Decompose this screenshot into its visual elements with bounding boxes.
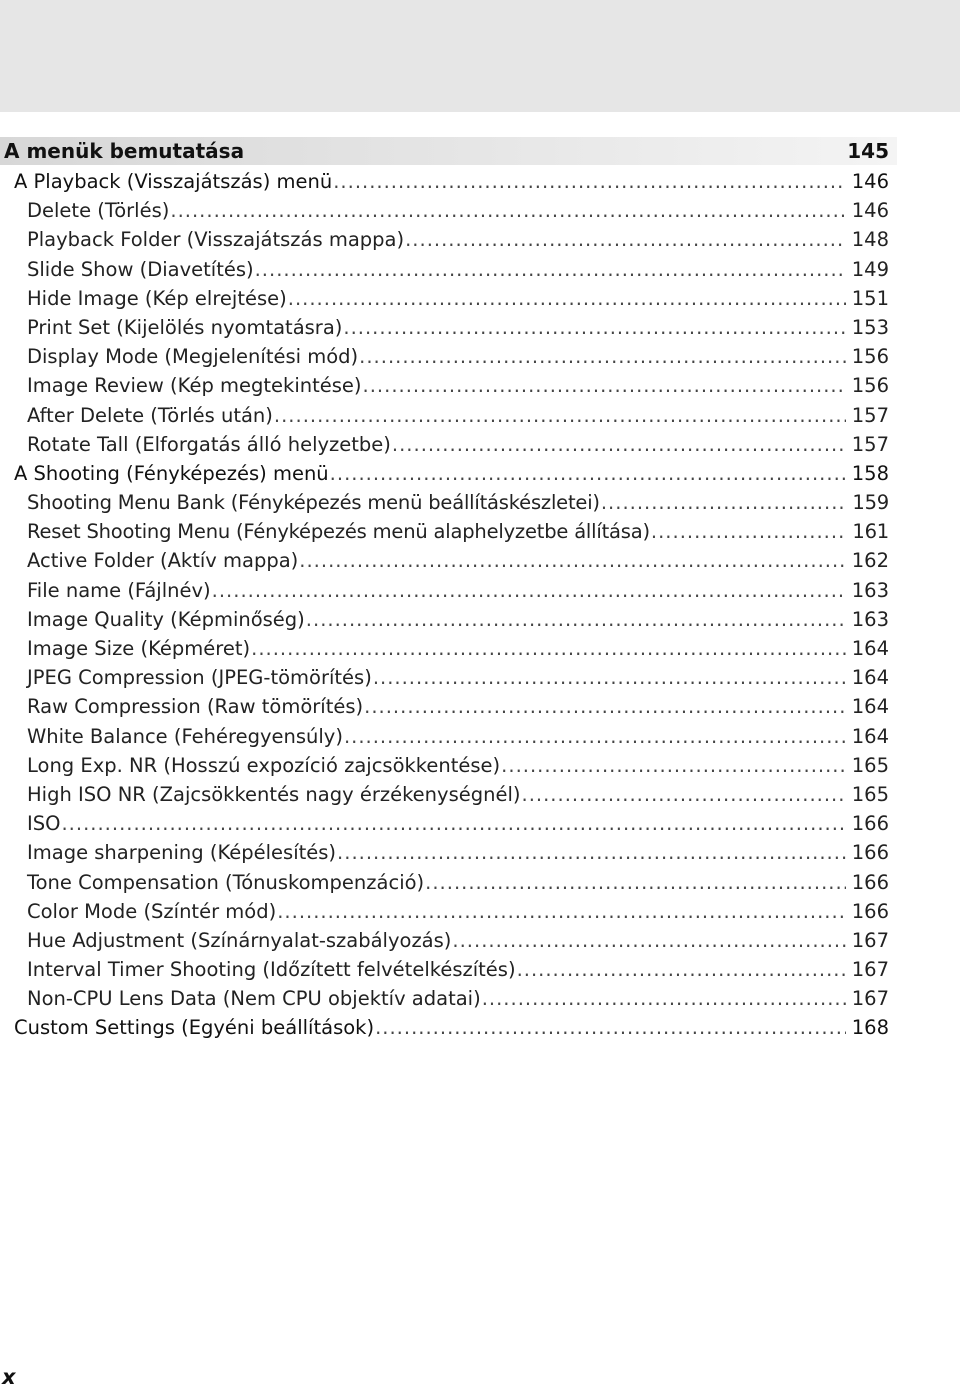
dot-leader xyxy=(337,838,846,867)
dot-leader xyxy=(501,751,846,780)
toc-entry-heading xyxy=(0,459,897,488)
toc-entry-page-number: 146 xyxy=(851,170,889,193)
toc-entry-page-number: 156 xyxy=(851,345,889,369)
dot-leader xyxy=(452,926,845,955)
toc-entry-heading xyxy=(0,1013,897,1042)
dot-leader xyxy=(277,897,846,926)
toc-entry-page-number: 168 xyxy=(851,1016,889,1040)
dot-leader xyxy=(61,809,845,838)
toc-entry xyxy=(0,517,897,546)
dot-leader xyxy=(425,868,846,897)
toc-entry xyxy=(0,313,897,342)
toc-entry xyxy=(0,401,897,430)
dot-leader xyxy=(299,546,845,575)
toc-entry-title: Display Mode (Megjelenítési mód) xyxy=(27,345,359,369)
toc-entry xyxy=(0,897,897,926)
toc-entry xyxy=(0,955,897,984)
toc-entry-title: Playback Folder (Visszajátszás mappa) xyxy=(27,228,405,252)
toc-entry xyxy=(0,225,897,254)
toc-entry xyxy=(0,722,897,751)
toc-entry-page-number: 163 xyxy=(851,607,889,631)
toc-entry-page-number: 167 xyxy=(851,928,889,952)
toc-entry-title: Delete (Törlés) xyxy=(27,199,170,223)
toc-entry xyxy=(0,780,897,809)
toc-entry-page-number: 164 xyxy=(851,724,889,748)
toc-entry-page-number: 159 xyxy=(852,491,889,515)
toc-entry-title: Print Set (Kijelölés nyomtatásra) xyxy=(27,315,343,339)
toc-entry-title: Long Exp. NR (Hosszú expozíció zajcsökkentése) xyxy=(27,753,501,777)
toc-entry-page-number: 164 xyxy=(851,637,889,660)
section-title: A menük bemutatása xyxy=(4,139,245,163)
toc-entry xyxy=(0,838,897,867)
dot-leader xyxy=(392,430,846,459)
dot-leader xyxy=(405,225,846,254)
dot-leader xyxy=(330,459,846,488)
toc-entry xyxy=(0,663,897,692)
dot-leader xyxy=(288,284,846,313)
toc-entry xyxy=(0,984,897,1013)
toc-entry xyxy=(0,430,897,459)
toc-entry-title: Shooting Menu Bank (Fényképezés menü beállításkészletei) xyxy=(27,491,600,515)
toc-entry-page-number: 166 xyxy=(851,870,889,894)
toc-entry xyxy=(0,488,897,517)
toc-entry-title: Hue Adjustment (Színárnyalat-szabályozás) xyxy=(27,928,452,952)
toc-entry-title: Reset Shooting Menu (Fényképezés menü alaphelyzetbe állítása) xyxy=(27,520,650,544)
toc-entry xyxy=(0,692,897,721)
toc-entry-title: Image sharpening (Képélesítés) xyxy=(27,841,337,865)
toc-entry xyxy=(0,371,897,400)
toc-entry-title: Image Review (Kép megtekintése) xyxy=(27,374,362,398)
toc-entry-title: Slide Show (Diavetítés) xyxy=(27,257,254,281)
dot-leader xyxy=(344,722,846,751)
toc-entry-page-number: 153 xyxy=(851,315,889,339)
dot-leader xyxy=(373,663,846,692)
toc-entry-title: High ISO NR (Zajcsökkentés nagy érzékenységnél) xyxy=(27,782,521,806)
toc-entry-title: White Balance (Fehéregyensúly) xyxy=(27,724,343,748)
toc-entry-page-number: 167 xyxy=(851,987,889,1011)
toc-entry-page-number: 165 xyxy=(851,753,889,777)
toc-entry-page-number: 151 xyxy=(851,286,889,310)
toc-entry-title: Custom Settings (Egyéni beállítások) xyxy=(14,1016,375,1040)
toc-entry-page-number: 164 xyxy=(851,666,889,690)
toc-entry xyxy=(0,284,897,313)
toc-entry xyxy=(0,868,897,897)
toc-entry-title: Hide Image (Kép elrejtése) xyxy=(27,286,287,310)
toc-entry-page-number: 166 xyxy=(851,841,889,865)
dot-leader xyxy=(364,692,846,721)
toc-entry-page-number: 165 xyxy=(851,782,889,806)
toc-entry-title: A Playback (Visszajátszás) menü xyxy=(14,170,333,193)
toc-entry-page-number: 157 xyxy=(851,432,889,456)
toc-entry-page-number: 166 xyxy=(851,899,889,923)
toc-entry-page-number: 162 xyxy=(851,549,889,573)
dot-leader xyxy=(517,955,846,984)
section-header xyxy=(0,137,897,165)
toc-entry-heading xyxy=(0,167,897,196)
toc-entry xyxy=(0,546,897,575)
dot-leader xyxy=(651,517,846,546)
dot-leader xyxy=(306,605,846,634)
dot-leader xyxy=(375,1013,846,1042)
toc-entry-title: Color Mode (Színtér mód) xyxy=(27,899,277,923)
toc-entry-page-number: 166 xyxy=(851,812,889,836)
table-of-contents xyxy=(0,167,897,1043)
dot-leader xyxy=(170,196,845,225)
toc-entry-title: Active Folder (Aktív mappa) xyxy=(27,549,299,573)
toc-entry-page-number: 149 xyxy=(851,257,889,281)
toc-entry xyxy=(0,342,897,371)
section-page-number: 145 xyxy=(847,139,889,163)
toc-entry xyxy=(0,809,897,838)
toc-entry-title: Image Quality (Képminőség) xyxy=(27,607,305,631)
toc-entry xyxy=(0,196,897,225)
toc-entry-page-number: 164 xyxy=(851,695,889,719)
dot-leader xyxy=(343,313,845,342)
dot-leader xyxy=(601,488,847,517)
toc-entry-title: ISO xyxy=(27,812,61,836)
toc-entry-page-number: 146 xyxy=(851,199,889,223)
toc-entry-title: Interval Timer Shooting (Időzített felvételkészítés) xyxy=(27,958,516,982)
toc-entry-page-number: 167 xyxy=(851,958,889,982)
toc-entry-title: A Shooting (Fényképezés) menü xyxy=(14,461,329,485)
toc-entry-page-number: 156 xyxy=(851,374,889,398)
toc-entry-title: JPEG Compression (JPEG-tömörítés) xyxy=(27,666,372,690)
toc-entry xyxy=(0,751,897,780)
toc-entry-page-number: 163 xyxy=(851,578,889,602)
dot-leader xyxy=(363,371,846,400)
toc-entry-page-number: 157 xyxy=(851,403,889,427)
dot-leader xyxy=(255,255,846,284)
toc-entry xyxy=(0,926,897,955)
toc-entry-title: Raw Compression (Raw tömörítés) xyxy=(27,695,364,719)
dot-leader xyxy=(522,780,846,809)
toc-entry-title: File name (Fájlnév) xyxy=(27,578,211,602)
dot-leader xyxy=(274,401,846,430)
toc-entry-title: After Delete (Törlés után) xyxy=(27,403,273,427)
toc-entry-title: Image Size (Képméret) xyxy=(27,637,251,660)
toc-entry-page-number: 148 xyxy=(851,228,889,252)
page-folio: x xyxy=(2,1365,16,1389)
dot-leader xyxy=(482,984,846,1013)
toc-entry-title: Rotate Tall (Elforgatás álló helyzetbe) xyxy=(27,432,391,456)
toc-entry-page-number: 161 xyxy=(852,520,889,544)
toc-entry-title: Non-CPU Lens Data (Nem CPU objektív adatai) xyxy=(27,987,481,1011)
toc-entry-title: Tone Compensation (Tónuskompenzáció) xyxy=(27,870,425,894)
toc-entry xyxy=(0,634,897,663)
top-gray-band xyxy=(0,0,960,112)
dot-leader xyxy=(251,634,846,663)
dot-leader xyxy=(333,167,846,196)
toc-entry xyxy=(0,576,897,605)
toc-entry xyxy=(0,605,897,634)
dot-leader xyxy=(212,576,846,605)
toc-entry xyxy=(0,255,897,284)
dot-leader xyxy=(359,342,846,371)
toc-entry-page-number: 158 xyxy=(851,461,889,485)
